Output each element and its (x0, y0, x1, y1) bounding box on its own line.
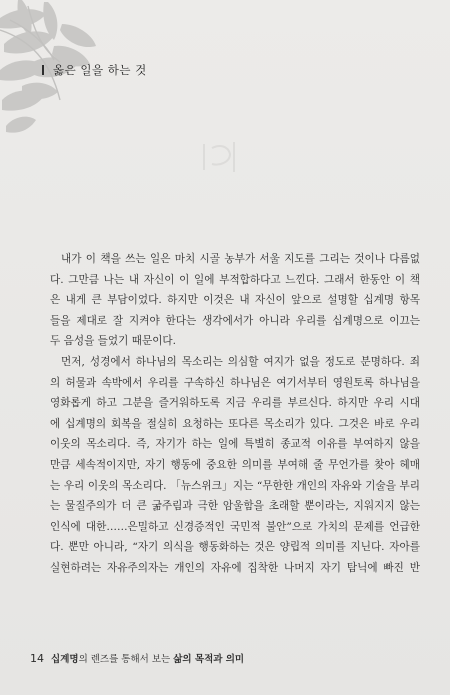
page-number: 14 (30, 652, 44, 665)
paragraph-2-line-3: 영화롭게 하고 그분을 즐거워하도록 지금 우리를 부르신다. 하지만 우리 시대 (50, 397, 420, 410)
paragraph-2-line-9: 인식에 대한……은밀하고 신경증적인 국민적 불안”으로 가치의 문제를 언급한 (50, 520, 420, 533)
paragraph-1-line-3: 은 내게 큰 부담이었다. 하지만 이것은 내 자신이 앞으로 설명할 십계명 항목 (50, 294, 420, 307)
paragraph-2-line-7: 는 우리 이웃의 목소리다. 「뉴스위크」지는 “무한한 개인의 자유와 기술을 부리 (50, 479, 420, 492)
running-head (42, 62, 147, 78)
page-footer (30, 651, 244, 665)
book-title-part-3: 삶의 목적과 의미 (173, 654, 245, 665)
running-head-bar (42, 65, 44, 75)
body-text (50, 249, 420, 579)
paragraph-2-line-2: 의 허물과 속박에서 우리를 구속하신 하나님은 여기서부터 영원토록 하나님을 (50, 376, 420, 389)
bleed-through-glyph (200, 140, 240, 174)
book-title-part-2: 의 렌즈를 통해서 보는 (78, 654, 174, 665)
paragraph-1-line-2: 다. 그만큼 나는 내 자신이 이 일에 부적합하다고 느낀다. 그래서 한동안 이 책 (50, 273, 420, 286)
paragraph-2-line-10: 다. 뿐만 아니라, “자기 의식을 행동화하는 것은 양립적 의미를 지닌다. 자아를 (50, 541, 420, 554)
paragraph-2-line-4: 에 십계명의 회복을 절실히 요청하는 또다른 목소리가 있다. 그것은 바로 우리 (50, 417, 420, 430)
paragraph-1-line-1: 내가 이 책을 쓰는 일은 마치 시골 농부가 서울 지도를 그리는 것이나 다름없 (61, 253, 420, 265)
paragraph-1-line-5: 두 음성을 들었기 때문이다. (50, 335, 177, 348)
book-title-part-1: 십계명 (51, 654, 79, 665)
paragraph-2-line-5: 이웃의 목소리다. 즉, 자기가 하는 일에 특별히 종교적 이유를 부여하지 않을 (50, 438, 420, 451)
paragraph-2-line-11: 실현하려는 자유주의자는 개인의 자유에 집착한 나머지 자기 탐닉에 빠진 반 (50, 561, 420, 574)
paragraph-1-line-4: 들을 제대로 잘 지켜야 한다는 생각에서가 아니라 우리를 십계명으로 이끄는 (50, 314, 420, 327)
paragraph-2-line-1: 먼저, 성경에서 하나님의 목소리는 의심할 여지가 없을 정도로 분명하다. 죄 (61, 355, 420, 368)
paragraph-2-line-6: 만큼 세속적이지만, 자기 행동에 중요한 의미를 부여해 줄 무언가를 찾아 헤매 (50, 458, 420, 471)
chapter-title: 옳은 일을 하는 것 (53, 63, 147, 77)
paragraph-2-line-8: 는 물질주의가 더 큰 굶주림과 극한 암울함을 초래할 뿐이라는, 지워지지 않는 (50, 500, 420, 513)
